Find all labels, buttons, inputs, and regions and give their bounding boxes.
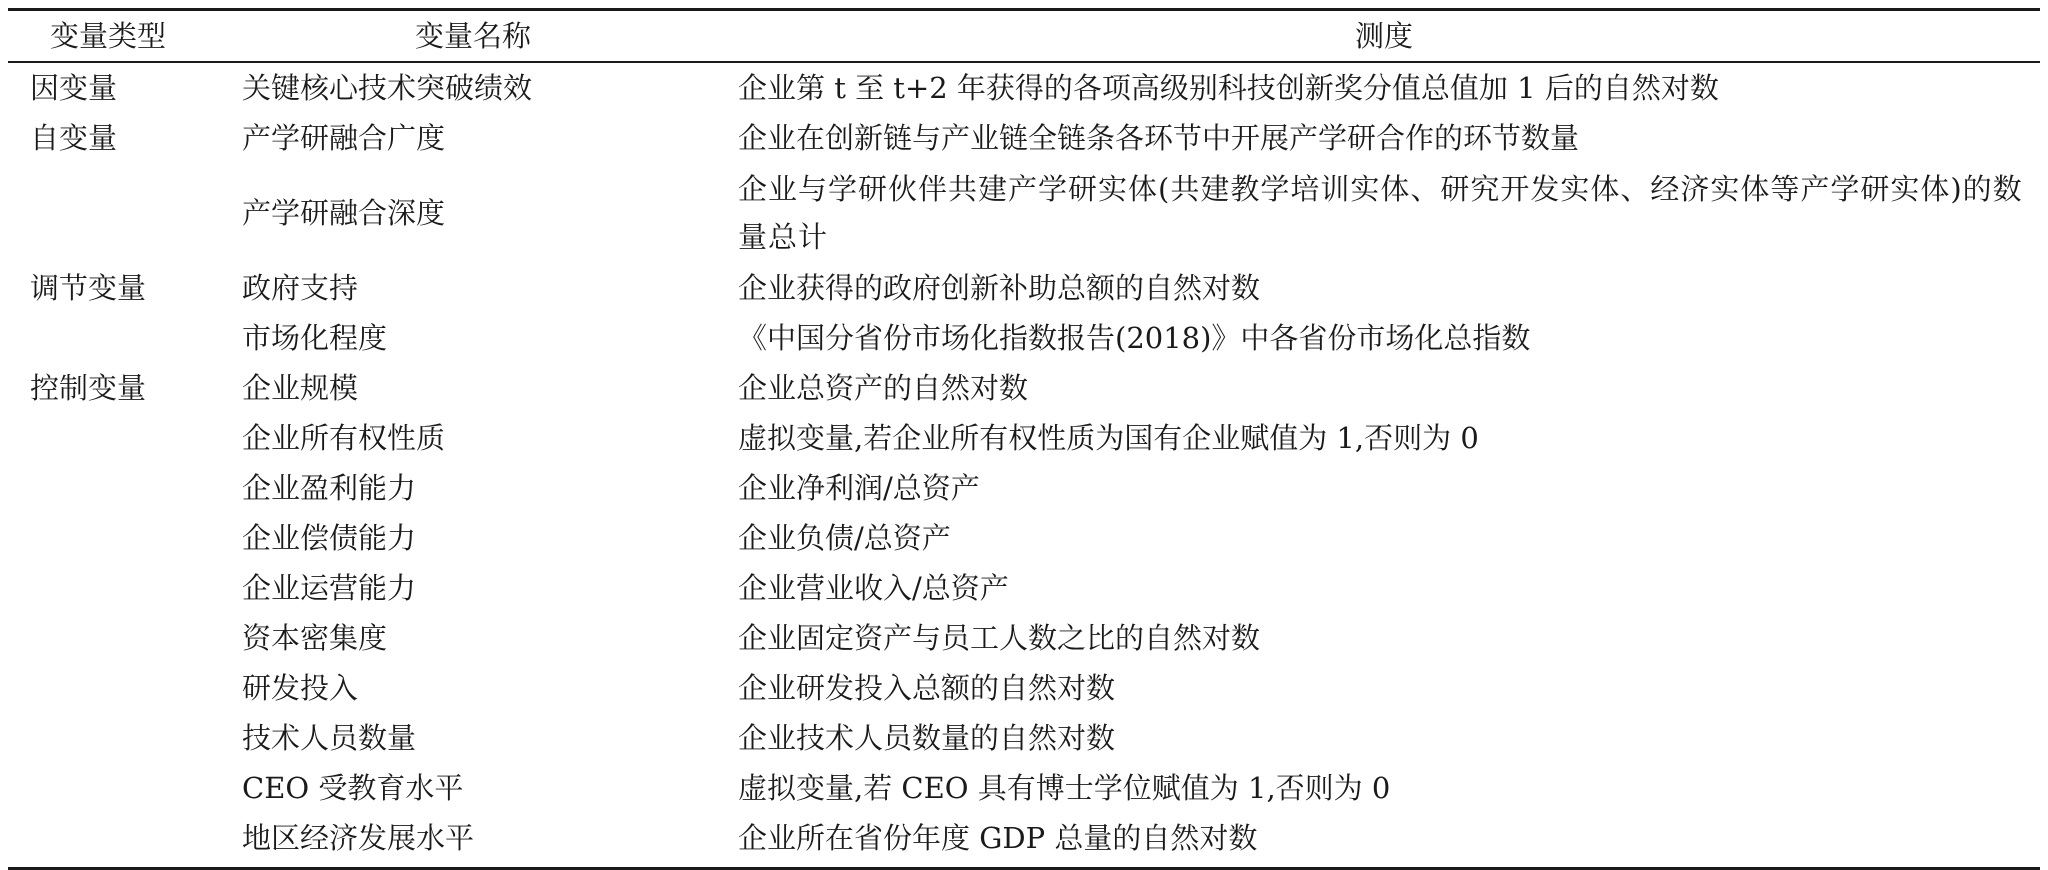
row-variable-name: CEO 受教育水平 [242, 771, 464, 805]
row-variable-name: 企业偿债能力 [242, 521, 417, 555]
row-variable-type: 自变量 [30, 121, 118, 155]
table-row [8, 763, 2040, 813]
row-measure: 企业第 t 至 t+2 年获得的各项高级别科技创新奖分值总值加 1 后的自然对数 [738, 71, 1719, 105]
table-row [8, 813, 2040, 863]
row-measure: 企业净利润/总资产 [738, 471, 980, 505]
row-variable-name: 研发投入 [242, 671, 359, 705]
row-variable-name: 技术人员数量 [242, 721, 417, 755]
table-row [8, 63, 2040, 113]
table-header-row [8, 11, 2040, 61]
row-measure: 企业在创新链与产业链全链条各环节中开展产学研合作的环节数量 [738, 121, 1580, 155]
table-row [8, 163, 2040, 263]
table-row [8, 113, 2040, 163]
table-row [8, 613, 2040, 663]
row-measure: 企业技术人员数量的自然对数 [738, 721, 1116, 755]
table-row [8, 363, 2040, 413]
table-row [8, 713, 2040, 763]
header-variable-name: 变量名称 [414, 19, 531, 53]
table-row [8, 413, 2040, 463]
row-variable-name: 市场化程度 [242, 321, 388, 355]
row-variable-name: 地区经济发展水平 [242, 821, 475, 855]
table-row [8, 563, 2040, 613]
row-variable-type: 调节变量 [30, 271, 147, 305]
row-measure: 虚拟变量,若企业所有权性质为国有企业赋值为 1,否则为 0 [738, 421, 1479, 455]
row-variable-name: 政府支持 [242, 271, 359, 305]
row-variable-name: 产学研融合深度 [242, 196, 446, 230]
row-measure: 企业负债/总资产 [738, 521, 951, 555]
row-measure: 企业获得的政府创新补助总额的自然对数 [738, 271, 1261, 305]
row-variable-name: 企业运营能力 [242, 571, 417, 605]
header-variable-type: 变量类型 [49, 19, 166, 53]
row-variable-name: 产学研融合广度 [242, 121, 446, 155]
row-variable-name: 关键核心技术突破绩效 [242, 71, 533, 105]
row-variable-name: 企业规模 [242, 371, 359, 405]
table-row [8, 663, 2040, 713]
row-measure: 虚拟变量,若 CEO 具有博士学位赋值为 1,否则为 0 [738, 771, 1391, 805]
table-row [8, 313, 2040, 363]
row-measure: 企业营业收入/总资产 [738, 571, 1009, 605]
row-measure: 企业与学研伙伴共建产学研实体(共建教学培训实体、研究开发实体、经济实体等产学研实体)的数量总计 [738, 172, 2023, 254]
row-measure: 企业固定资产与员工人数之比的自然对数 [738, 621, 1261, 655]
row-measure: 《中国分省份市场化指数报告(2018)》中各省份市场化总指数 [738, 321, 1531, 355]
row-variable-name: 企业所有权性质 [242, 421, 446, 455]
variable-definition-table [8, 8, 2040, 870]
table-row [8, 463, 2040, 513]
table-row [8, 513, 2040, 563]
row-measure: 企业总资产的自然对数 [738, 371, 1029, 405]
row-measure: 企业研发投入总额的自然对数 [738, 671, 1116, 705]
row-variable-type: 因变量 [30, 71, 118, 105]
row-variable-name: 企业盈利能力 [242, 471, 417, 505]
header-measure: 测度 [1354, 19, 1413, 53]
row-variable-name: 资本密集度 [242, 621, 388, 655]
row-measure: 企业所在省份年度 GDP 总量的自然对数 [738, 821, 1258, 855]
row-variable-type: 控制变量 [30, 371, 147, 405]
table-row [8, 263, 2040, 313]
